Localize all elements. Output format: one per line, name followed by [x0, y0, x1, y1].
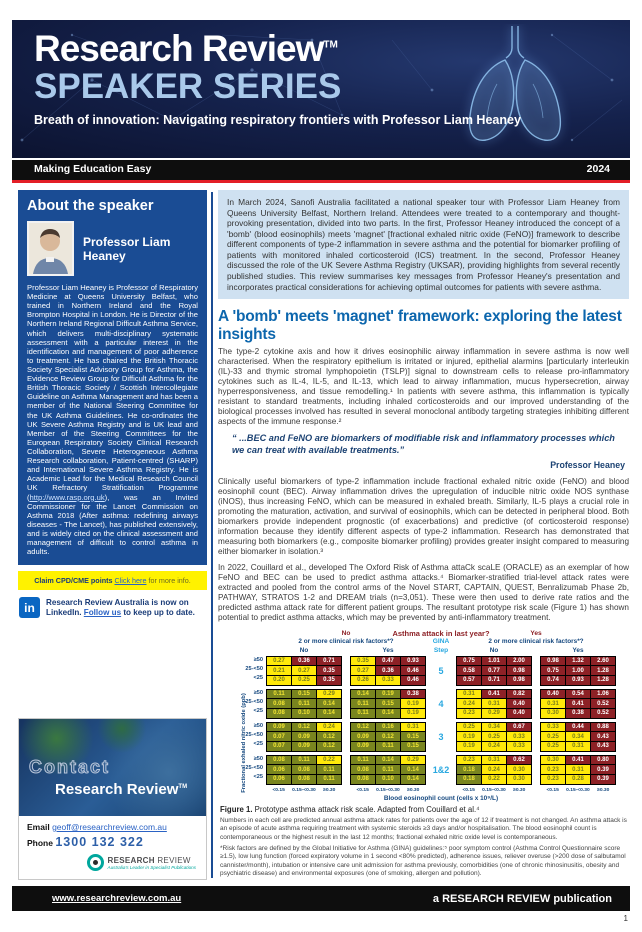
- feno-row-label: ≥50: [253, 656, 263, 663]
- heatmap-cell: 0.62: [507, 756, 531, 765]
- heatmap-cell: 0.08: [351, 775, 375, 784]
- heatmap-cell: 0.23: [457, 756, 481, 765]
- heatmap-cell: 0.22: [482, 775, 506, 784]
- figure-1-chart: [236, 656, 616, 793]
- heatmap-cell: 0.71: [482, 676, 506, 685]
- contact-info: [19, 816, 206, 879]
- heatmap-cell: 0.21: [267, 666, 291, 675]
- heatmap-block: [266, 722, 342, 752]
- feno-row-label: ≥50: [253, 755, 263, 762]
- risk-yes-right: Yes: [572, 646, 584, 654]
- heatmap-cell: 0.38: [566, 709, 590, 718]
- heatmap-cell: 0.41: [566, 756, 590, 765]
- feno-row-label: 25-<50: [245, 699, 263, 706]
- phone-label: Phone: [27, 838, 53, 848]
- column-divider: [211, 192, 213, 878]
- feno-row-label: <25: [253, 741, 263, 748]
- heatmap-cell: 0.98: [507, 666, 531, 675]
- risk-no-right: No: [489, 646, 499, 654]
- heatmap-cell: 0.57: [457, 676, 481, 685]
- figure-row-gina-4: [236, 689, 616, 719]
- heatmap-cell: 0.19: [376, 690, 400, 699]
- heatmap-cell: 0.15: [292, 690, 316, 699]
- heatmap-cell: 0.98: [507, 676, 531, 685]
- heatmap-block: [456, 755, 532, 785]
- heatmap-cell: 0.30: [541, 756, 565, 765]
- rasp-link[interactable]: http://www.rasp.org.uk: [29, 492, 105, 502]
- figure-row-gina-1&2: [236, 755, 616, 785]
- figure-label: [532, 689, 540, 719]
- figure-footnote-1: Numbers in each cell are predicted annual asthma attack rates for patients over the age of 12 if treatment is not changed. An asthma attack is an episode of acute asthma requiring treatment with systemic steroids ≥3 days and/or hospitalisation. The blood eosinophil count is contemporaneous or the highest result in the last 12 months; fractional exhaled nitric oxide level is contemporaneous.: [220, 816, 627, 841]
- speaker-photo: [27, 221, 74, 276]
- x-tick-label: ≥0.30: [597, 787, 610, 793]
- heatmap-cell: 0.71: [317, 657, 341, 666]
- gina-step-value: 5: [438, 665, 444, 676]
- logo-wordmark: RESEARCH REVIEW: [107, 855, 191, 865]
- heatmap-cell: 0.82: [507, 690, 531, 699]
- heatmap-cell: 0.27: [292, 666, 316, 675]
- x-tick-label: ≥0.30: [513, 787, 526, 793]
- phone-number: 1300 132 322: [55, 835, 144, 849]
- attack-yes-label: Yes: [530, 629, 542, 637]
- figure-label: [342, 755, 350, 785]
- heatmap-cell: 0.29: [317, 690, 341, 699]
- heatmap-cell: 0.36: [292, 657, 316, 666]
- feno-row-label: <25: [253, 708, 263, 715]
- heatmap-cell: 0.09: [351, 732, 375, 741]
- figure-row-gina-5: [236, 656, 616, 686]
- heatmap-cell: 0.35: [317, 676, 341, 685]
- logo-tagline: Australia's Leader in Specialist Publications: [107, 864, 196, 870]
- heatmap-cell: 0.23: [541, 765, 565, 774]
- heatmap-cell: 2.00: [507, 657, 531, 666]
- heatmap-cell: 0.34: [566, 732, 590, 741]
- heatmap-block: [350, 689, 426, 719]
- heatmap-cell: 0.43: [591, 742, 615, 751]
- issue-tagline: Breath of innovation: Navigating respiratory frontiers with Professor Liam Heaney: [34, 113, 521, 127]
- heatmap-cell: 0.12: [292, 723, 316, 732]
- trademark-symbol: TM: [323, 39, 338, 51]
- heatmap-cell: 0.93: [401, 657, 425, 666]
- feno-row-label: 25-<50: [245, 732, 263, 739]
- heatmap-cell: 0.12: [376, 732, 400, 741]
- heatmap-block: [540, 755, 616, 785]
- heatmap-cell: 0.31: [482, 699, 506, 708]
- heatmap-cell: 0.14: [351, 690, 375, 699]
- publication-label: a RESEARCH REVIEW publication: [432, 892, 612, 905]
- heatmap-cell: 0.07: [267, 742, 291, 751]
- brand-title: Research Review™: [34, 28, 338, 69]
- contact-brand-text: Research Review™: [55, 781, 188, 798]
- heatmap-cell: 0.14: [401, 765, 425, 774]
- heatmap-cell: 0.22: [317, 756, 341, 765]
- linkedin-text-post: to keep up to date.: [121, 607, 195, 617]
- x-tick-label: ≥0.30: [323, 787, 336, 793]
- heatmap-cell: 0.07: [267, 732, 291, 741]
- heatmap-cell: 0.14: [376, 709, 400, 718]
- heatmap-cell: 0.31: [541, 699, 565, 708]
- heatmap-block: [540, 722, 616, 752]
- heatmap-cell: 0.29: [482, 709, 506, 718]
- heatmap-cell: 0.25: [482, 732, 506, 741]
- figure-caption: Figure 1. Prototype asthma attack risk scale. Adapted from Couillard et al.⁴: [220, 804, 480, 814]
- gina-step-value: 1&2: [432, 764, 450, 775]
- heatmap-cell: 0.52: [591, 699, 615, 708]
- heatmap-cell: 0.09: [267, 723, 291, 732]
- quote-attribution: Professor Heaney: [550, 459, 625, 470]
- x-tick-label: 0.15-<0.30: [376, 787, 400, 793]
- heatmap-cell: 1.06: [591, 690, 615, 699]
- heatmap-block: [266, 755, 342, 785]
- contact-banner-image: [19, 719, 206, 816]
- heatmap-cell: 0.44: [566, 723, 590, 732]
- heatmap-cell: 0.52: [591, 709, 615, 718]
- heatmap-cell: 0.88: [591, 723, 615, 732]
- heatmap-block: [456, 722, 532, 752]
- heatmap-cell: 0.30: [541, 709, 565, 718]
- bottom-bar: [12, 886, 630, 911]
- heatmap-cell: 1.00: [566, 666, 590, 675]
- heatmap-cell: 0.12: [317, 732, 341, 741]
- heatmap-cell: 0.06: [267, 765, 291, 774]
- attack-no-label: No: [341, 629, 351, 637]
- heatmap-cell: 0.11: [317, 765, 341, 774]
- speaker-name: Professor Liam Heaney: [83, 234, 171, 263]
- x-tick-label: <0.15: [356, 787, 369, 793]
- figure-x-axis-label: Blood eosinophil count (cells x 10⁹/L): [383, 794, 499, 802]
- cpd-click-here-link[interactable]: Click here: [114, 576, 147, 586]
- heatmap-cell: 0.80: [591, 756, 615, 765]
- main-article: [218, 190, 629, 882]
- risk-question-left: 2 or more clinical risk factors*?: [298, 637, 394, 645]
- paragraph-3: In 2022, Couillard et al., developed The Oxford Risk of Asthma attaCk scaLE (ORACLE) as an exemplar of how FeNO and BEC can be used to predict asthma attacks.⁴ Biomarker-stratified trial-level attack rates were extracted and pooled from the control arms of the Novel START, CAPTAIN, QUEST, Benralizumab Phase 2b, PATHWAY, STRATOS 1-2 and DREAM trials (n=3,051). These were then used to derive rate ratios and the predicted asthma attack rate for different patient groups. The resultant prototype risk scale (Figure 1) has shown potential to predict asthma attacks, which may be prevented by anti-inflammatory treatment.: [218, 562, 629, 622]
- heatmap-cell: 0.11: [376, 742, 400, 751]
- heatmap-cell: 0.39: [591, 775, 615, 784]
- heatmap-cell: 0.08: [351, 765, 375, 774]
- heatmap-cell: 0.11: [351, 699, 375, 708]
- research-review-logo: [27, 852, 198, 875]
- heatmap-cell: 0.25: [292, 676, 316, 685]
- linkedin-text-pre: Research Review Australia is now on LinkedIn.: [46, 597, 189, 617]
- heatmap-block: [540, 656, 616, 686]
- bio-text: Professor Liam Heaney is Professor of Respiratory Medicine at Queens University Belfast, who trained in Northern Ireland and the Royal Brompton Hospital in London. He is Director of the Northern Ireland Regional Difficult Asthma Service, which delivers multi-disciplinary systematic assessment with a particular interest in the identification and management of poor adherence to treatment. He has chaired the British Thoracic Society Specialist Advisory Group for Asthma, the Evidence Review Group for Difficult Asthma for the British Thoracic Society / Scottish Intercollegiate Guideline on Asthma Management and has been a member of the National Steering Committee for the UK Asthma Guidelines. He co-ordinates the UK Severe Asthma Registry and is UK lead and Member of the Steering Committees for the European Respiratory Society Clinical Research Collaboration, Severe Heterogeneous Asthma Research collaboration, Patient-centred (SHARP) and International Severe Asthma Registry. He is Academic Lead for the Medical Research Council UK Refractory Stratification Programme (: [27, 283, 198, 502]
- feno-row-label: <25: [253, 675, 263, 682]
- heatmap-block: [540, 689, 616, 719]
- heatmap-block: [350, 722, 426, 752]
- heatmap-cell: 0.75: [541, 666, 565, 675]
- heatmap-cell: 0.41: [566, 699, 590, 708]
- contact-card: [18, 718, 207, 880]
- heatmap-cell: 1.28: [591, 676, 615, 685]
- heatmap-cell: 0.15: [401, 742, 425, 751]
- tick-block: [266, 788, 342, 793]
- figure-label: [426, 788, 456, 793]
- heatmap-cell: 0.16: [376, 723, 400, 732]
- feno-row-label: ≥50: [253, 722, 263, 729]
- hero-banner: [12, 20, 630, 158]
- heatmap-block: [266, 656, 342, 686]
- figure-1: [224, 629, 616, 802]
- x-tick-label: 0.15-<0.30: [292, 787, 316, 793]
- heatmap-cell: 0.35: [351, 657, 375, 666]
- heatmap-cell: 0.14: [317, 699, 341, 708]
- figure-footnote-2: *Risk factors are defined by the Global Initiative for Asthma (GINA) guidelines:⁵ poor symptom control (Asthma Control Questionnaire score ≥1.5), low lung function (forced expiratory volume in 1 second <80% predicted), adherence issues, reliever overuse (>200 dose of salbutamol cannister/month), intubation or intensive care unit admission for asthma previously, comorbidities (one of chronic rhinosinusitis, obesity and psychiatric disease) and environmental exposures (one of smoking, allergen and pollution).: [220, 845, 626, 878]
- heatmap-cell: 0.54: [566, 690, 590, 699]
- tick-block: [540, 788, 616, 793]
- risk-question-right: 2 or more clinical risk factors*?: [488, 637, 584, 645]
- x-tick-label: <0.15: [462, 787, 475, 793]
- heatmap-cell: 0.19: [401, 699, 425, 708]
- feno-row-label: ≥50: [253, 689, 263, 696]
- speaker-bio: [27, 283, 198, 556]
- heatmap-cell: 0.33: [507, 732, 531, 741]
- heatmap-cell: 0.15: [401, 732, 425, 741]
- heatmap-cell: 0.39: [591, 765, 615, 774]
- cpd-more-info-text: for more info.: [148, 576, 191, 586]
- heatmap-cell: 0.12: [351, 723, 375, 732]
- heatmap-cell: 0.24: [317, 723, 341, 732]
- heatmap-cell: 0.25: [541, 732, 565, 741]
- figure-label: [342, 689, 350, 719]
- heatmap-cell: 0.33: [507, 742, 531, 751]
- intro-summary-box: In March 2024, Sanofi Australia facilitated a national speaker tour with Professor Liam Heaney from Queens University Belfast, Northern Ireland. Attendees were treated to a contemporary and thought-provoking presentation, divided into two parts. In the first, Professor Heaney introduced the concept of a 'bomb' (blood eosinophils) meets 'magnet' [fractional exhaled nitric oxide (FeNO)] framework to describe different components of type-2 inflammation in severe asthma and the potential for biomarker profiling of patients with monitored inhaled corticosteroid (ICS) treatment. In the second, Professor Heaney discussed the role of the UK Severe Asthma Registry (UKSAR), providing highlights from several recently published studies. This review summarises key messages from Professor Heaney's presentation and incorporates practical considerations for achieving optimal outcomes for patients with severe asthma.: [218, 190, 629, 299]
- heatmap-cell: 0.35: [317, 666, 341, 675]
- heatmap-cell: 0.06: [267, 775, 291, 784]
- risk-no-left: No: [299, 646, 309, 654]
- x-tick-label: <0.15: [272, 787, 285, 793]
- heatmap-cell: 2.60: [591, 657, 615, 666]
- heatmap-cell: 0.36: [376, 666, 400, 675]
- pull-quote: “ ...BEC and FeNO are biomarkers of modifiable risk and inflammatory processes which we can treat with available treatments.”: [232, 432, 615, 455]
- heatmap-cell: 0.46: [401, 666, 425, 675]
- heatmap-cell: 0.58: [457, 666, 481, 675]
- heatmap-block: [456, 689, 532, 719]
- heatmap-cell: 0.20: [267, 676, 291, 685]
- heatmap-cell: 0.33: [376, 676, 400, 685]
- heatmap-cell: 0.28: [566, 775, 590, 784]
- heatmap-cell: 0.41: [482, 690, 506, 699]
- heatmap-cell: 0.18: [457, 765, 481, 774]
- heatmap-cell: 0.31: [401, 723, 425, 732]
- heatmap-cell: 0.24: [482, 765, 506, 774]
- linkedin-text: [46, 598, 206, 618]
- heatmap-cell: 0.11: [351, 709, 375, 718]
- figure-ticks-row: [236, 788, 616, 793]
- cpd-banner: [18, 571, 207, 590]
- heatmap-cell: 0.24: [457, 699, 481, 708]
- cpd-claim-label: Claim CPD/CME points: [34, 576, 113, 586]
- research-review-logo-icon: [87, 854, 104, 871]
- heatmap-cell: 0.14: [376, 756, 400, 765]
- contact-outline-text: Contact: [29, 757, 110, 777]
- feno-row-labels: [236, 656, 266, 686]
- gina-label: GINA: [432, 637, 450, 645]
- heatmap-cell: 0.15: [376, 699, 400, 708]
- website-link[interactable]: www.researchreview.com.au: [52, 893, 182, 904]
- heatmap-cell: 0.14: [317, 709, 341, 718]
- heatmap-cell: 0.25: [541, 742, 565, 751]
- heatmap-cell: 0.12: [317, 742, 341, 751]
- heatmap-cell: 0.11: [267, 690, 291, 699]
- heatmap-cell: 0.38: [401, 690, 425, 699]
- heatmap-cell: 0.75: [457, 657, 481, 666]
- heatmap-cell: 0.47: [376, 657, 400, 666]
- heatmap-cell: 0.11: [317, 775, 341, 784]
- heatmap-cell: 0.10: [376, 775, 400, 784]
- heatmap-cell: 0.33: [541, 723, 565, 732]
- heatmap-cell: 0.09: [292, 732, 316, 741]
- heatmap-cell: 0.11: [376, 765, 400, 774]
- figure-label: [532, 755, 540, 785]
- heatmap-cell: 0.10: [292, 709, 316, 718]
- heatmap-cell: 0.11: [292, 699, 316, 708]
- heatmap-cell: 0.27: [267, 657, 291, 666]
- heatmap-cell: 0.31: [566, 742, 590, 751]
- heatmap-cell: 1.28: [591, 666, 615, 675]
- heatmap-cell: 0.25: [457, 723, 481, 732]
- heatmap-cell: 0.30: [507, 765, 531, 774]
- heatmap-cell: 0.09: [351, 742, 375, 751]
- figure-title: Asthma attack in last year?: [392, 628, 490, 638]
- x-tick-label: <0.15: [546, 787, 559, 793]
- page-number: 1: [623, 914, 628, 923]
- heatmap-cell: 0.31: [457, 690, 481, 699]
- figure-label: [532, 656, 540, 686]
- heatmap-cell: 0.30: [507, 775, 531, 784]
- contact-trademark: TM: [178, 784, 188, 790]
- heatmap-cell: 0.27: [351, 666, 375, 675]
- heatmap-cell: 0.08: [267, 756, 291, 765]
- risk-yes-left: Yes: [382, 646, 394, 654]
- about-speaker-title: About the speaker: [27, 198, 154, 214]
- about-speaker-box: [18, 190, 207, 565]
- heatmap-cell: 0.11: [351, 756, 375, 765]
- figure-label: [342, 656, 350, 686]
- heatmap-cell: 0.08: [267, 709, 291, 718]
- heatmap-cell: 0.11: [292, 756, 316, 765]
- feno-row-label: 25-<50: [245, 666, 263, 673]
- figure-label: [342, 722, 350, 752]
- heatmap-cell: 0.08: [267, 699, 291, 708]
- section-heading: A 'bomb' meets 'magnet' framework: exploring the latest insights: [218, 308, 622, 343]
- tick-block: [456, 788, 532, 793]
- heatmap-cell: 0.24: [482, 742, 506, 751]
- heatmap-cell: 0.08: [292, 775, 316, 784]
- making-education-easy-label: Making Education Easy: [34, 162, 152, 175]
- heatmap-cell: 0.31: [482, 756, 506, 765]
- heatmap-cell: 0.40: [507, 699, 531, 708]
- heatmap-cell: 1.01: [482, 657, 506, 666]
- heatmap-cell: 0.08: [292, 765, 316, 774]
- gina-step-label: Step: [433, 646, 449, 654]
- heatmap-cell: 0.74: [541, 676, 565, 685]
- feno-row-label: <25: [253, 774, 263, 781]
- heatmap-cell: 0.09: [292, 742, 316, 751]
- heatmap-cell: 0.23: [457, 709, 481, 718]
- x-tick-label: 0.15-<0.30: [566, 787, 590, 793]
- heatmap-block: [266, 689, 342, 719]
- linkedin-promo: [18, 597, 207, 618]
- heatmap-cell: 0.46: [401, 676, 425, 685]
- heatmap-cell: 0.26: [351, 676, 375, 685]
- figure-1-header: [224, 629, 616, 656]
- phone-line: [27, 835, 198, 849]
- figure-row-gina-3: [236, 722, 616, 752]
- email-line: [27, 822, 198, 832]
- heatmap-cell: 0.40: [541, 690, 565, 699]
- heatmap-cell: 1.32: [566, 657, 590, 666]
- heatmap-cell: 0.14: [401, 775, 425, 784]
- heatmap-block: [350, 656, 426, 686]
- figure-label: [532, 722, 540, 752]
- paragraph-2: Clinically useful biomarkers of type-2 inflammation include fractional exhaled nitric oxide (FeNO) and blood eosinophil count (BEC). Airway inflammation drives the upregulation of inducible nitric oxide NOS synthase (iNOS), thus increasing FeNO, which can be measured in exhaled breath. Similarly, IL-5 plays a crucial role in promoting the maturation, activation, and survival of eosinophils, which can be detected in peripheral blood. Both biomarkers provide independent prognostic (of exacerbations) and predictive (of corticosteroid response) information because they identify different aspects of type-2 inflammation. Research has demonstrated that measuring both biomarkers (e.g., composite biomarker profiling) provides greater insight compared to measuring either biomarker in isolation.³: [218, 476, 629, 556]
- gina-step-value: 4: [438, 698, 444, 709]
- heatmap-block: [350, 755, 426, 785]
- gina-step-value: 3: [438, 731, 444, 742]
- figure-y-axis-label: Fractional exhaled nitric oxide (ppb): [241, 693, 247, 793]
- heatmap-block: [456, 656, 532, 686]
- heatmap-cell: 0.23: [541, 775, 565, 784]
- heatmap-cell: 0.67: [507, 723, 531, 732]
- figure-label: [342, 788, 350, 793]
- paragraph-1: The type-2 cytokine axis and how it drives eosinophilic airway inflammation in severe asthma is now well characterised. When the respiratory epithelium is irritated or injured, epithelial alarmins [particularly interleukin (IL)-33 and thymic stromal lymphopoietin (TSLP)] signal to downstream cells to release pro-inflammatory cytokines such as IL-4, IL-5, and IL-13, which lead to airway inflammation, mucus hypersecretion, airway hyperresponsiveness, and tissue remodelling.¹ In patients with severe asthma, this inflammation is typically resistant to standard treatments, including inhaled corticosteroids and our improved understanding of the biological processes involved has resulted in several monoclonal antibody targeting strategies inhibiting different aspects of the immune response.²: [218, 346, 629, 426]
- heatmap-cell: 0.29: [401, 756, 425, 765]
- figure-label: [532, 788, 540, 793]
- feno-row-label: 25-<50: [245, 765, 263, 772]
- heatmap-cell: 0.19: [457, 742, 481, 751]
- email-link[interactable]: geoff@researchreview.com.au: [52, 822, 167, 832]
- heatmap-cell: 0.19: [457, 732, 481, 741]
- x-tick-label: ≥0.30: [407, 787, 420, 793]
- heatmap-cell: 0.34: [482, 723, 506, 732]
- heatmap-cell: 0.43: [591, 732, 615, 741]
- series-title: SPEAKER SERIES: [34, 67, 342, 106]
- linkedin-icon[interactable]: in: [19, 597, 40, 618]
- year-label: 2024: [586, 162, 610, 175]
- follow-us-link[interactable]: Follow us: [83, 607, 122, 617]
- heatmap-cell: 0.19: [401, 709, 425, 718]
- heatmap-cell: 0.18: [457, 775, 481, 784]
- bio-text-continued: ), was an Invited Commissioner for the Lancet Commission on Asthma 2018 (After asthma: redefining airways diseases - The Lancet), has published extensively, and is widely cited on the clinical assessment and management of difficult to control asthma in adults.: [27, 492, 198, 557]
- heatmap-cell: 0.40: [507, 709, 531, 718]
- email-label: Email: [27, 822, 50, 832]
- heatmap-cell: 0.31: [566, 765, 590, 774]
- x-tick-label: 0.15-<0.30: [482, 787, 506, 793]
- heatmap-cell: 0.93: [566, 676, 590, 685]
- sidebar: [18, 190, 207, 880]
- top-bar: [12, 160, 630, 183]
- heatmap-cell: 0.98: [541, 657, 565, 666]
- heatmap-cell: 0.77: [482, 666, 506, 675]
- tick-block: [350, 788, 426, 793]
